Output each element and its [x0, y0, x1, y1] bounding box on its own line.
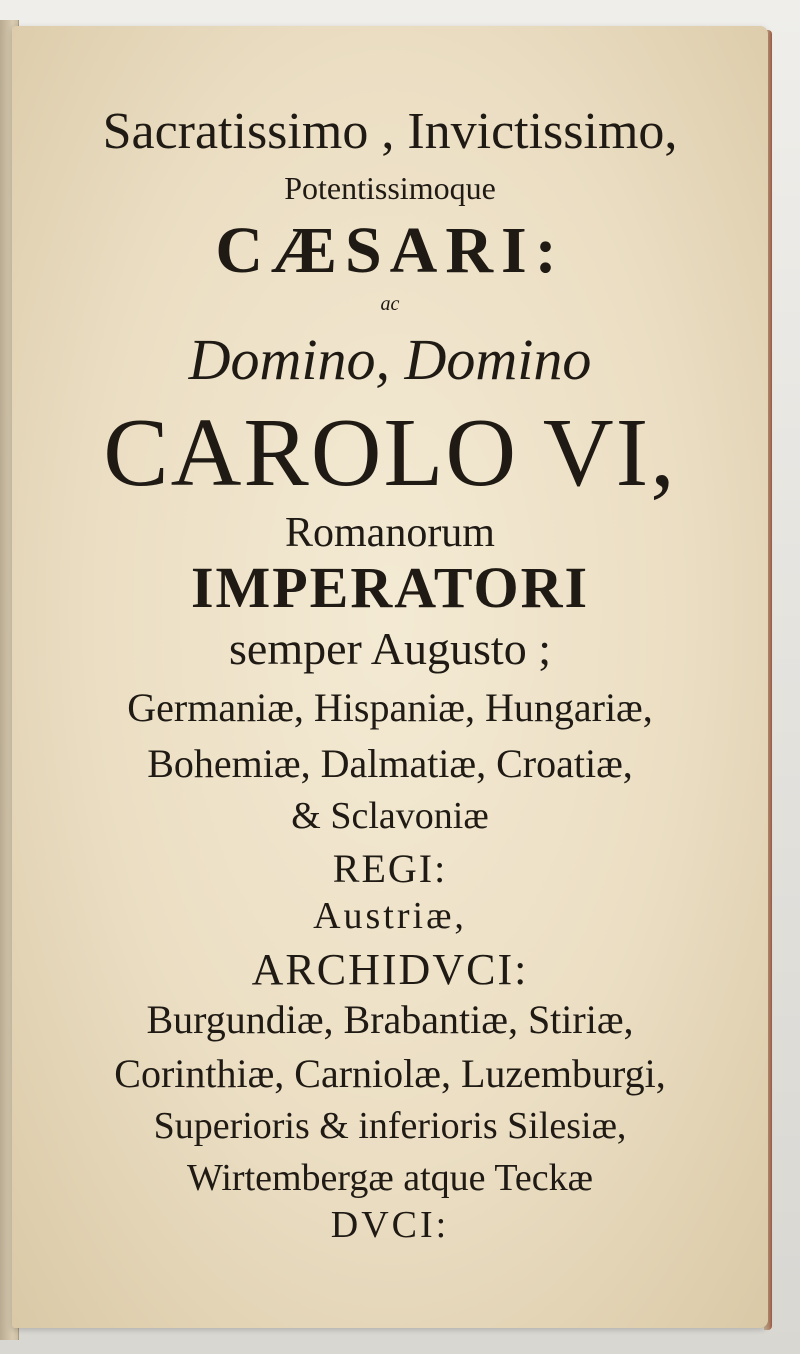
dedication-line-6: CAROLO VI,: [103, 399, 677, 507]
dedication-line-18: Superioris & inferioris Silesiæ,: [153, 1105, 627, 1147]
dedication-line-14: Austriæ,: [313, 895, 467, 937]
dedication-line-10: Germaniæ, Hispaniæ, Hungariæ,: [127, 685, 653, 730]
dedication-page: [12, 26, 768, 1328]
dedication-line-19: Wirtembergæ atque Teckæ: [187, 1157, 593, 1199]
dedication-line-17: Corinthiæ, Carniolæ, Luzemburgi,: [114, 1051, 666, 1096]
dedication-line-7: Romanorum: [285, 510, 495, 556]
dedication-line-3: CÆSARI:: [215, 214, 565, 287]
dedication-line-15: ARCHIDVCI:: [251, 945, 529, 994]
dedication-line-8: IMPERATORI: [190, 555, 590, 620]
dedication-line-5: Domino, Domino: [188, 327, 592, 392]
dedication-line-13: REGI:: [332, 846, 448, 891]
dedication-line-9: semper Augusto ;: [229, 623, 551, 674]
dedication-line-11: Bohemiæ, Dalmatiæ, Croatiæ,: [147, 741, 633, 786]
dedication-line-12: & Sclavoniæ: [291, 795, 489, 837]
dedication-line-20: DVCI:: [330, 1204, 450, 1246]
dedication-line-4: ac: [380, 293, 400, 315]
dedication-line-16: Burgundiæ, Brabantiæ, Stiriæ,: [146, 997, 634, 1042]
dedication-line-2: Potentissimoque: [284, 170, 496, 206]
dedication-line-1: Sacratissimo , Invictissimo,: [102, 103, 678, 160]
